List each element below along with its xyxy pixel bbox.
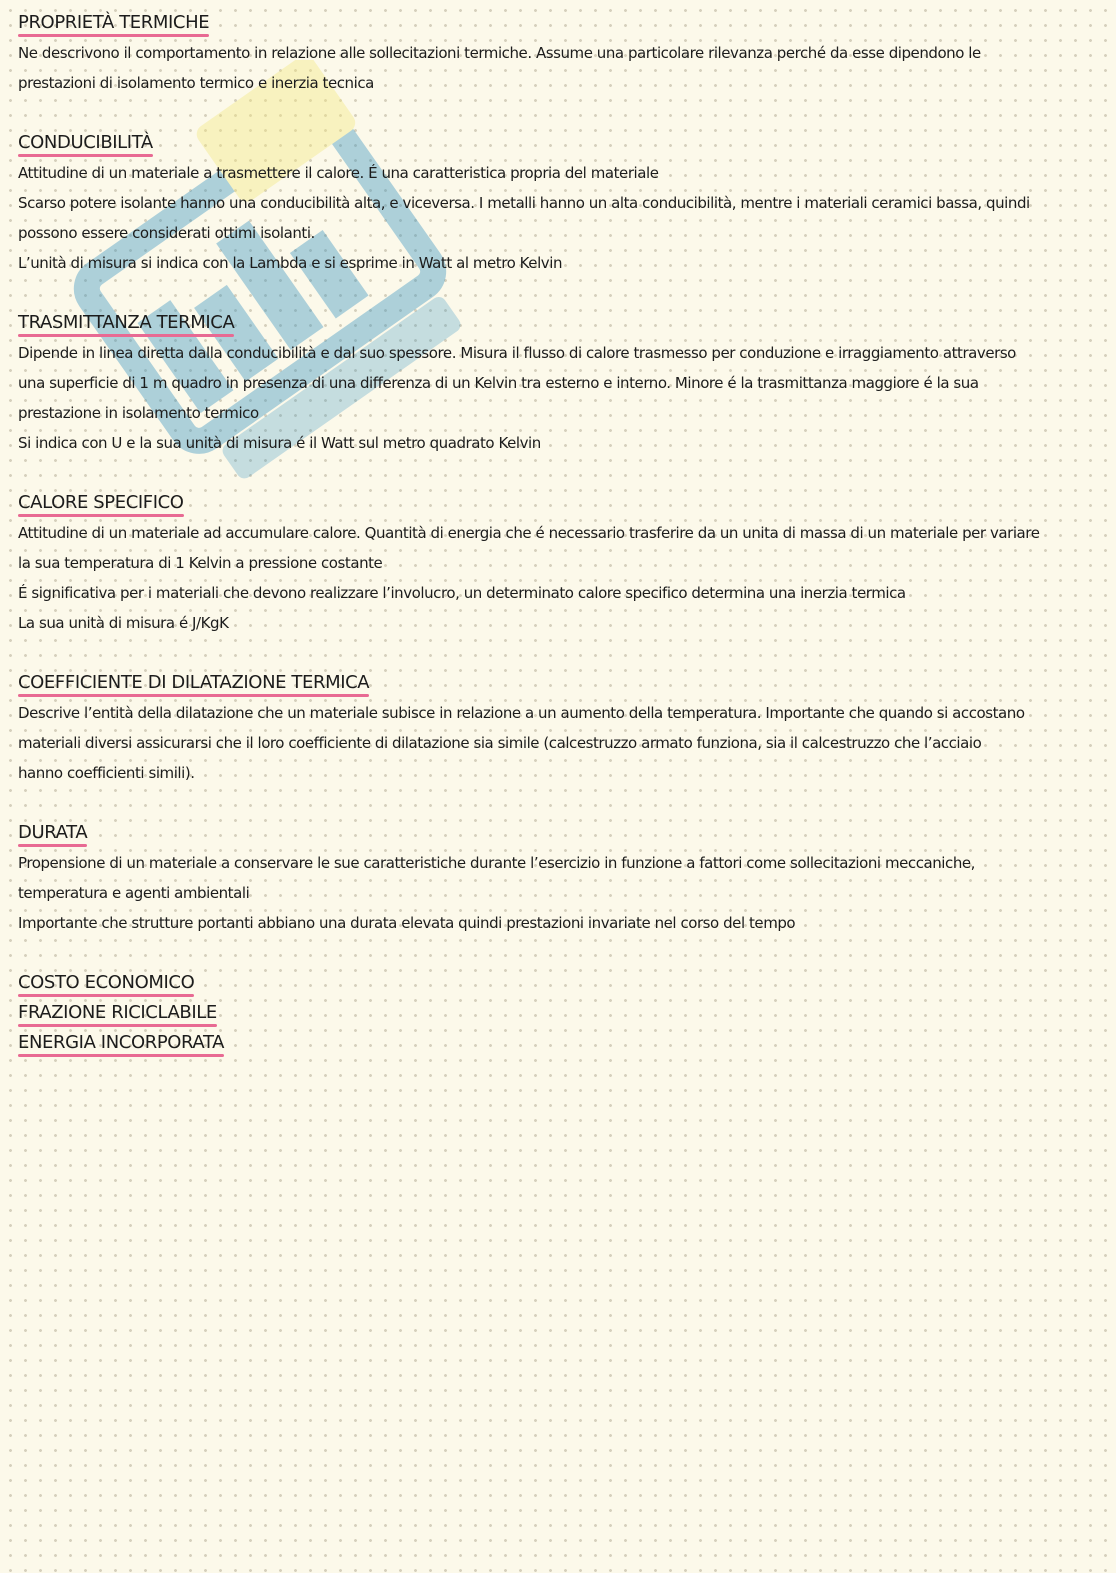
paragraph-line: materiali diversi assicurarsi che il loro coefficiente di dilatazione sia simile (calcestruzzo armato funziona, sia il calcestruzzo che l’acciaio: [18, 734, 982, 752]
paragraph-line: Descrive l’entità della dilatazione che un materiale subisce in relazione a un aumento della temperatura. Importante che quando si accostano: [18, 704, 1025, 722]
section-coefficiente-dilatazione: [18, 668, 1112, 788]
section-calore-specifico: [18, 488, 1112, 638]
section-trasmittanza-termica: [18, 308, 1112, 458]
section-heading: COEFFICIENTE DI DILATAZIONE TERMICA: [18, 668, 369, 698]
paragraph-line: Dipende in linea diretta dalla conducibilità e dal suo spessore. Misura il flusso di calore trasmesso per conduzione e irraggiamento attraverso: [18, 344, 1016, 362]
section-durata: [18, 818, 1112, 938]
section-heading: TRASMITTANZA TERMICA: [18, 308, 234, 338]
section-conducibilita: [18, 128, 1112, 278]
paragraph-line: temperatura e agenti ambientali: [18, 884, 250, 902]
paragraph-line: una superficie di 1 m quadro in presenza di una differenza di un Kelvin tra esterno e interno. Minore é la trasmittanza maggiore é la sua: [18, 374, 979, 392]
section-heading: DURATA: [18, 818, 87, 848]
section-proprieta-termiche: [18, 8, 1112, 98]
paragraph-line: prestazione in isolamento termico: [18, 404, 259, 422]
paragraph-line: prestazioni di isolamento termico e inerzia tecnica: [18, 74, 374, 92]
section-heading: COSTO ECONOMICO: [18, 968, 194, 998]
document-page: [18, 8, 1112, 1058]
section-costo-economico: [18, 968, 1112, 998]
paragraph-line: Propensione di un materiale a conservare le sue caratteristiche durante l’esercizio in funzione a fattori come sollecitazioni meccaniche,: [18, 854, 975, 872]
paragraph-line: la sua temperatura di 1 Kelvin a pressione costante: [18, 554, 383, 572]
section-heading: ENERGIA INCORPORATA: [18, 1028, 224, 1058]
section-energia-incorporata: [18, 1028, 1112, 1058]
paragraph-line: Scarso potere isolante hanno una conducibilità alta, e viceversa. I metalli hanno un alta conducibilità, mentre i materiali ceramici bassa, quindi: [18, 194, 1030, 212]
paragraph-line: É significativa per i materiali che devono realizzare l’involucro, un determinato calore specifico determina una inerzia termica: [18, 584, 906, 602]
paragraph-line: Importante che strutture portanti abbiano una durata elevata quindi prestazioni invariate nel corso del tempo: [18, 914, 796, 932]
section-heading: CONDUCIBILITÀ: [18, 128, 153, 158]
paragraph-line: Attitudine di un materiale ad accumulare calore. Quantità di energia che é necessario trasferire da un unita di massa di un materiale per variare: [18, 524, 1040, 542]
paragraph-line: hanno coefficienti simili).: [18, 764, 195, 782]
section-frazione-riciclabile: [18, 998, 1112, 1028]
paragraph-line: Si indica con U e la sua unità di misura é il Watt sul metro quadrato Kelvin: [18, 434, 541, 452]
paragraph-line: Ne descrivono il comportamento in relazione alle sollecitazioni termiche. Assume una particolare rilevanza perché da esse dipendono le: [18, 44, 981, 62]
section-heading: CALORE SPECIFICO: [18, 488, 184, 518]
paragraph-line: Attitudine di un materiale a trasmettere il calore. É una caratteristica propria del materiale: [18, 164, 659, 182]
paragraph-line: possono essere considerati ottimi isolanti.: [18, 224, 315, 242]
section-heading: PROPRIETÀ TERMICHE: [18, 8, 209, 38]
section-heading: FRAZIONE RICICLABILE: [18, 998, 217, 1028]
paragraph-line: La sua unità di misura é J/KgK: [18, 614, 229, 632]
paragraph-line: L’unità di misura si indica con la Lambda e si esprime in Watt al metro Kelvin: [18, 254, 563, 272]
